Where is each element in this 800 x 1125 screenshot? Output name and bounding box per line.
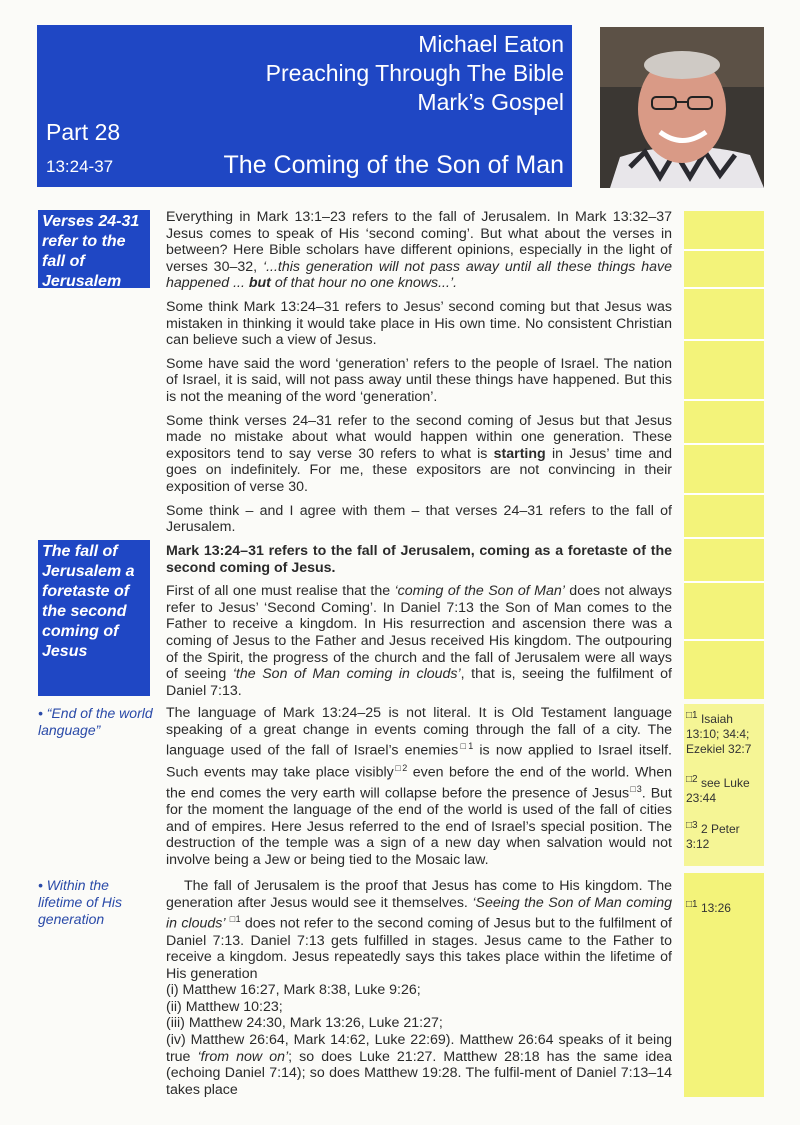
section-lead: Mark 13:24–31 refers to the fall of Jerusalem, coming as a foretaste of the second coming of Jesus. [166,543,672,576]
paragraph: Some think – and I agree with them – that verses 24–31 refers to the fall of Jerusalem. [166,502,672,536]
paragraph: The language of Mark 13:24–25 is not literal. It is Old Testament language speaking of a great change in events coming through the fall of a city. The language used of the fall of Israel’s enemies$^{□1}$ is now applied to Israel itself. Such events may take place visibly$^{□2}$ even before the end of the world. When the end comes the very earth will collapse before the presence of Jesus$^{□3}$. But for the moment the language of the end of the world is used of the fall of cities and of empires. Here Jesus referred to the end of Israel’s special position. The destruction of the temple was a sign of a new day when salvation would not involve being a Jew or being tied to the Mosaic law. [166,705,673,868]
margin-note: $^{□3}$ 2 Peter 3:12 [686,820,740,851]
section-heading: The fall of Jerusalem a foretaste of the second coming of Jesus [38,540,150,696]
margin-note: $^{□1}$ Isaiah 13:10; 34:4; Ezekiel 32:7 [686,710,752,756]
part-number: Part 28 [46,119,121,145]
page-title: The Coming of the Son of Man [223,151,564,179]
paragraph: The fall of Jerusalem is the proof that Jesus has come to His kingdom. The generation after Jesus would see it themselves. ‘Seeing the Son of Man coming in clouds’ $^{□1}$ does not refer to the second coming of Jesus but to the fulfilment of Daniel 7:13. Daniel 7:13 gets fulfilled in stages. Jesus came to the Father to receive a kingdom. Jesus repeatedly says this takes place within the lifetime of His generation [166,878,672,982]
author-name: Michael Eaton [418,31,564,57]
paragraph: Some think Mark 13:24–31 refers to Jesus’ second coming but that Jesus was mistaken in thinking it would take place in His own time. No consistent Christian can believe such a view of Jesus. [166,298,672,349]
margin-column [684,211,764,699]
side-note: • Within the lifetime of His generation [38,877,123,927]
paragraph: Some think verses 24–31 refer to the second coming of Jesus but that Jesus made no mistake about what would happen within one generation. These expositors tend to say verse 30 refers to what is starting in Jesus’ time and goes on indefinitely. For me, these expositors are not convincing in their exposition of verse 30. [166,412,672,495]
side-note: • “End of the world language” [38,705,153,738]
paragraph: First of all one must realise that the ‘coming of the Son of Man’ does not always refer to Jesus’ ‘Second Coming’. In Daniel 7:13 the Son of Man comes to the Father to receive a kingdom. In His resurrection and ascension there was a coming of Jesus to the Father and Jesus received His kingdom. The outpouring of the Spirit, the progress of the church and the fall of Jerusalem were all ways of seeing ‘the Son of Man coming in clouds’, that is, seeing the fulfilment of Daniel 7:13. [166,583,672,699]
author-portrait-icon [600,27,764,188]
section-body [166,543,672,706]
reference-list [166,982,672,1032]
margin-note: $^{□1}$ 13:26 [686,899,731,915]
passage-reference: 13:24-37 [46,157,114,176]
section-body [166,705,672,876]
section-body [166,878,672,1105]
series-title: Preaching Through The Bible [265,60,564,86]
book-title: Mark’s Gospel [417,89,564,115]
paragraph: Some have said the word ‘generation’ refers to the people of Israel. The nation of Israel, it is said, will not pass away until these things have happened. But this is not the meaning of the word ‘generation’. [166,355,672,405]
section-heading: Verses 24-31 refer to the fall of Jerusalem [38,210,150,288]
paragraph: Everything in Mark 13:1–23 refers to the fall of Jerusalem. In Mark 13:32–37 Jesus comes to speak of His ‘second coming’. But what about the verses in between? Here Bible scholars have different opinions, especially in the light of verses 30–32, ‘...this generation will not pass away until all these things have happened ... but of that hour no one knows...’. [166,209,672,292]
margin-note: $^{□2}$ see Luke 23:44 [686,774,750,805]
header-banner [37,25,572,187]
list-item: (ii) Matthew 10:23; [166,998,283,1015]
section-body [166,209,672,543]
list-item: (i) Matthew 16:27, Mark 8:38, Luke 9:26; [166,982,421,999]
list-item: (iii) Matthew 24:30, Mark 13:26, Luke 21:27; [166,1015,443,1032]
paragraph: (iv) Matthew 26:64, Mark 14:62, Luke 22:69). Matthew 26:64 speaks of it being true ‘from now on’; so does Luke 21:27. Matthew 28:18 has the same idea (echoing Daniel 7:14); so does Matthew 19:28. The fulfil-ment of Daniel 7:13–14 takes place [166,1032,673,1098]
